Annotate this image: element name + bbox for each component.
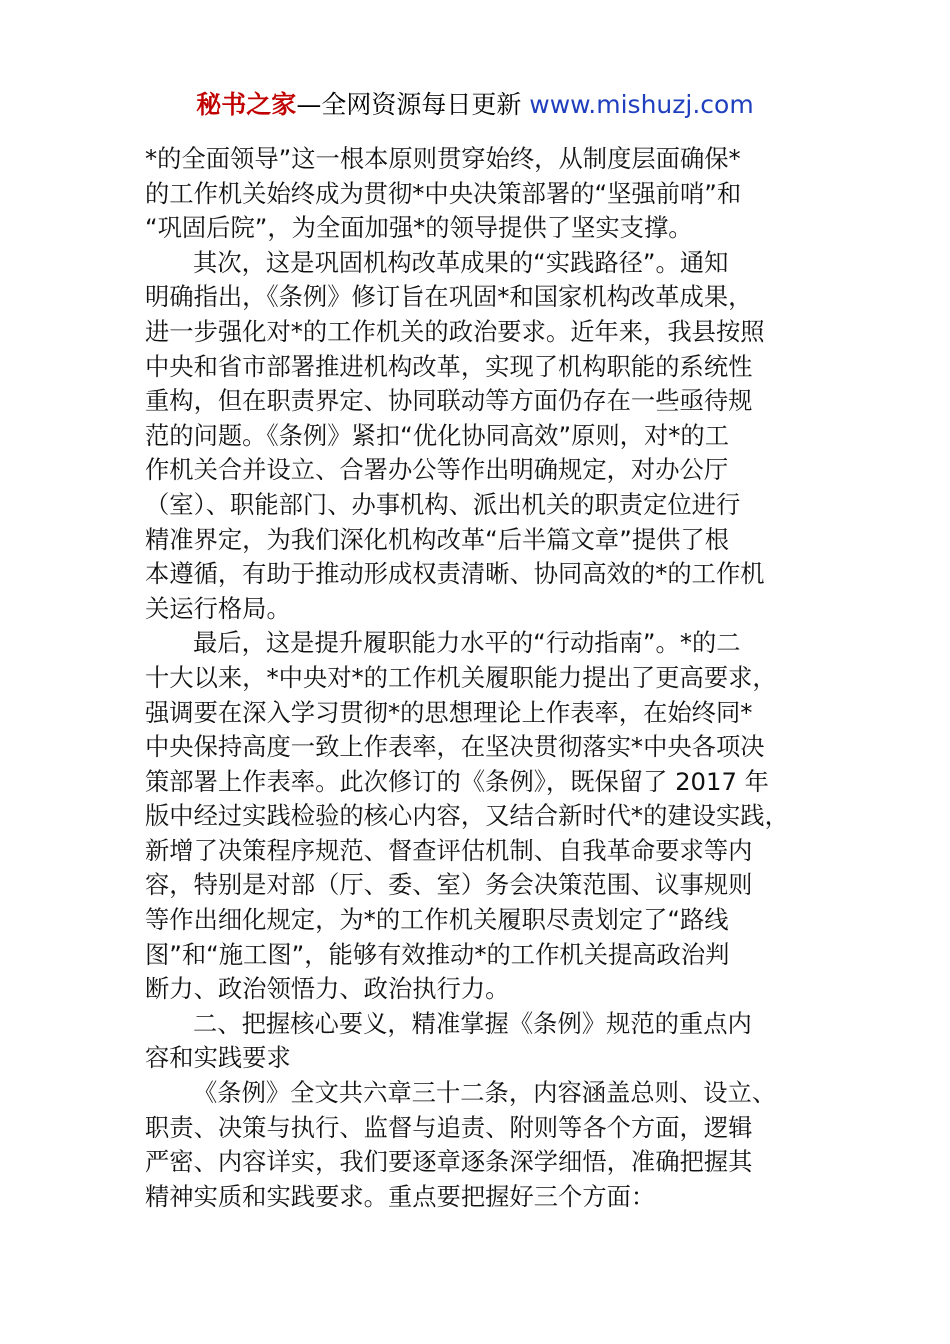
- site-header: [0, 88, 950, 122]
- text-line: 中央和省市部署推进机构改革，实现了机构职能的系统性: [145, 351, 753, 381]
- text-line: 其次，这是巩固机构改革成果的“实践路径”。通知: [193, 247, 729, 277]
- text-line: 等作出细化规定，为*的工作机关履职尽责划定了“路线: [145, 905, 729, 935]
- text-line: 明确指出，《条例》修订旨在巩固*和国家机构改革成果，: [145, 282, 753, 312]
- text-line: 十大以来，*中央对*的工作机关履职能力提出了更高要求，: [145, 662, 777, 692]
- text-line: 容和实践要求: [145, 1043, 291, 1073]
- text-line: 范的问题。《条例》紧扣“优化协同高效”原则，对*的工: [145, 420, 729, 450]
- text-line: 图”和“施工图”，能够有效推动*的工作机关提高政治判: [145, 939, 730, 969]
- text-line: 中央保持高度一致上作表率，在坚决贯彻落实*中央各项决: [145, 732, 765, 762]
- text-line: 精神实质和实践要求。重点要把握好三个方面：: [145, 1181, 656, 1211]
- site-url-link[interactable]: www.mishuzj.com: [529, 90, 754, 119]
- site-tagline: —全网资源每日更新: [296, 90, 530, 119]
- text-line: （室）、职能部门、办事机构、派出机关的职责定位进行: [145, 489, 741, 519]
- text-line: 关运行格局。: [145, 593, 291, 623]
- text-line: 版中经过实践检验的核心内容，又结合新时代*的建设实践，: [145, 801, 789, 831]
- text-line: 职责、决策与执行、监督与追责、附则等各个方面，逻辑: [145, 1112, 753, 1142]
- text-line: 断力、政治领悟力、政治执行力。: [145, 974, 510, 1004]
- text-line: 策部署上作表率。此次修订的《条例》，既保留了 2017 年: [145, 766, 769, 796]
- text-line: 新增了决策程序规范、督查评估机制、自我革命要求等内: [145, 835, 753, 865]
- text-line: 重构，但在职责界定、协同联动等方面仍存在一些亟待规: [145, 386, 753, 416]
- text-line: 二、把握核心要义，精准掌握《条例》规范的重点内: [193, 1008, 752, 1038]
- document-body: [145, 142, 815, 1214]
- text-line: *的全面领导”这一根本原则贯穿始终，从制度层面确保*: [145, 144, 741, 173]
- text-line: 作机关合并设立、合署办公等作出明确规定，对办公厅: [145, 455, 729, 485]
- text-line: “巩固后院”，为全面加强*的领导提供了坚实支撑。: [145, 213, 693, 243]
- text-line: 强调要在深入学习贯彻*的思想理论上作表率，在始终同*: [145, 697, 753, 727]
- text-line: 精准界定，为我们深化机构改革“后半篇文章”提供了根: [145, 524, 730, 554]
- text-line: 严密、内容详实，我们要逐章逐条深学细悟，准确把握其: [145, 1147, 753, 1177]
- text-line: 本遵循，有助于推动形成权责清晰、协同高效的*的工作机: [145, 559, 765, 589]
- text-line: 容，特别是对部（厅、委、室）务会决策范围、议事规则: [145, 870, 753, 900]
- text-line: 最后，这是提升履职能力水平的“行动指南”。*的二: [193, 628, 741, 658]
- text-line: 进一步强化对*的工作机关的政治要求。近年来，我县按照: [145, 316, 765, 346]
- site-brand: 秘书之家: [196, 90, 297, 119]
- text-line: 《条例》全文共六章三十二条，内容涵盖总则、设立、: [193, 1078, 777, 1108]
- text-line: 的工作机关始终成为贯彻*中央决策部署的“坚强前哨”和: [145, 178, 742, 208]
